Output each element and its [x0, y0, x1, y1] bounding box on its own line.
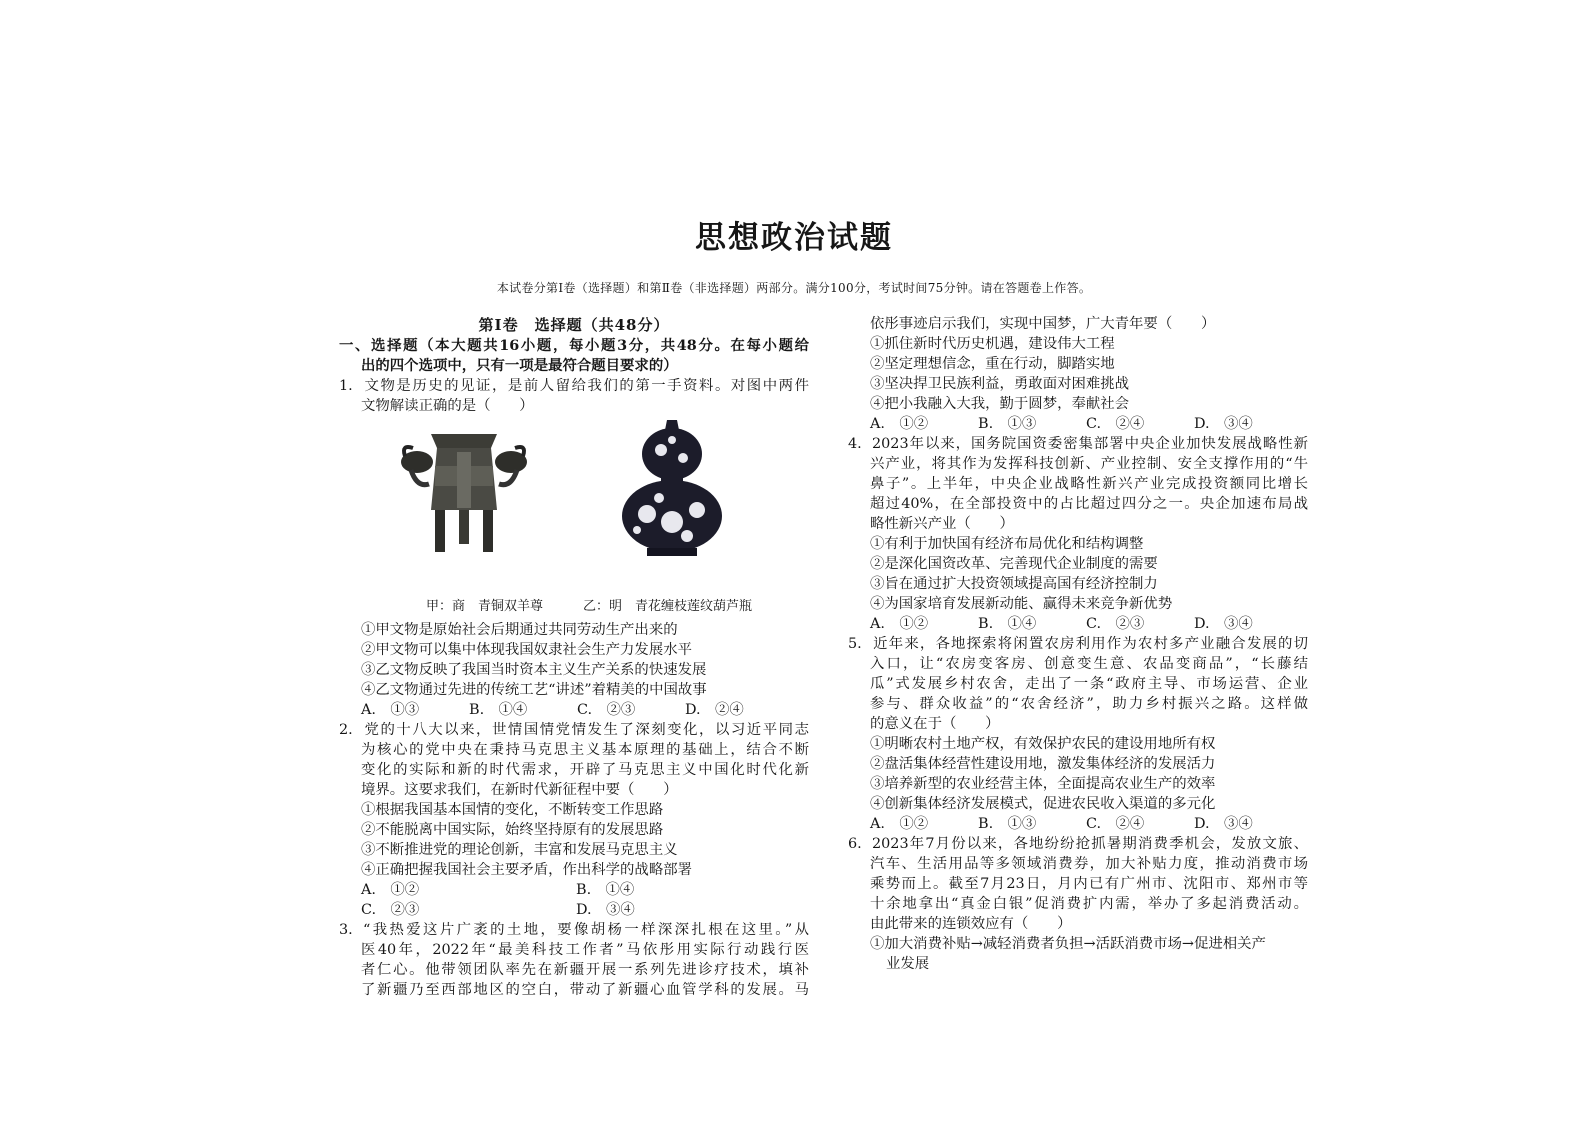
option-c[interactable]: C. ②③ — [1086, 616, 1145, 632]
question-6-stem: 十余地拿出“真金白银”促消费扩内需，举办了多起消费活动。 — [870, 896, 1308, 912]
blue-white-gourd-vase-image — [617, 418, 727, 558]
question-5-stem: 入口，让“农房变客房、创意变生意、农品变商品”，“长藤结 — [870, 656, 1308, 672]
option-a[interactable]: A. ①② — [870, 616, 929, 632]
question-5-stem: 参与、群众收益”的“农舍经济”，助力乡村振兴之路。这样做 — [870, 696, 1308, 712]
answer-options — [339, 700, 809, 720]
question-3-stem: 了新疆乃至西部地区的空白，带动了新疆心血管学科的发展。马 — [361, 982, 809, 998]
choice-statement: ①加大消费补贴→减轻消费者负担→活跃消费市场→促进相关产 — [870, 936, 1266, 952]
choice-statement: ①甲文物是原始社会后期通过共同劳动生产出来的 — [361, 622, 678, 638]
option-a[interactable]: A. ①② — [870, 816, 929, 832]
option-b[interactable]: B. ①④ — [576, 882, 635, 898]
answer-options — [848, 814, 1308, 834]
question-4-stem: 4. 2023年以来，国务院国资委密集部署中央企业加快发展战略性新 — [848, 436, 1308, 452]
choice-statement: ③旨在通过扩大投资领域提高国有经济控制力 — [870, 576, 1158, 592]
option-c[interactable]: C. ②③ — [577, 702, 636, 718]
question-6-stem: 汽车、生活用品等多领域消费券，加大补贴力度，推动消费市场 — [870, 856, 1308, 872]
question-5-stem: 瓜”式发展乡村农舍，走出了一条“政府主导、市场运营、企业 — [870, 676, 1308, 692]
page-title: 思想政治试题 — [695, 220, 893, 256]
question-3-stem: 依彤事迹启示我们，实现中国梦，广大青年要（ ） — [870, 316, 1216, 332]
question-1-stem: 1. 文物是历史的见证，是前人留给我们的第一手资料。对图中两件 — [339, 378, 809, 394]
option-a[interactable]: A. ①② — [361, 882, 420, 898]
question-number: 6. — [848, 836, 862, 852]
choice-statement: 业发展 — [886, 956, 930, 972]
question-number: 5. — [848, 636, 862, 652]
option-d[interactable]: D. ③④ — [1194, 816, 1253, 832]
exam-instructions: 本试卷分第Ⅰ卷（选择题）和第Ⅱ卷（非选择题）两部分。满分100分，考试时间75分钟。请在答题卷上作答。 — [496, 281, 1092, 295]
question-5-stem: 的意义在于（ ） — [870, 716, 1000, 732]
choice-statement: ④创新集体经济发展模式，促进农民收入渠道的多元化 — [870, 796, 1216, 812]
choice-statement: ②甲文物可以集中体现我国奴隶社会生产力发展水平 — [361, 642, 692, 658]
question-5-stem: 5. 近年来，各地探索将闲置农房利用作为农村多产业融合发展的切 — [848, 636, 1308, 652]
question-2-stem: 变化的实际和新的时代需求，开辟了马克思主义中国化时代化新 — [361, 762, 809, 778]
question-4-stem: 略性新兴产业（ ） — [870, 516, 1014, 532]
choice-statement: ②坚定理想信念，重在行动，脚踏实地 — [870, 356, 1115, 372]
choice-statement: ②不能脱离中国实际，始终坚持原有的发展思路 — [361, 822, 664, 838]
section-directions-line: 一、选择题（本大题共16小题，每小题3分，共48分。在每小题给 — [339, 337, 809, 354]
choice-statement: ①明晰农村土地产权，有效保护农民的建设用地所有权 — [870, 736, 1216, 752]
answer-options — [339, 900, 809, 920]
choice-statement: ④把小我融入大我，勤于圆梦，奉献社会 — [870, 396, 1130, 412]
option-a[interactable]: A. ①③ — [361, 702, 420, 718]
caption-bronze: 甲：商 青铜双羊尊 — [425, 599, 543, 614]
option-c[interactable]: C. ②③ — [361, 902, 420, 918]
question-3-stem: 医40年，2022年“最美科技工作者”马依彤用实际行动践行医 — [361, 942, 809, 958]
question-number: 2. — [339, 722, 353, 738]
choice-statement: ②盘活集体经营性建设用地，激发集体经济的发展活力 — [870, 756, 1216, 772]
choice-statement: ④乙文物通过先进的传统工艺“讲述”着精美的中国故事 — [361, 682, 707, 698]
question-1-stem: 文物解读正确的是（ ） — [361, 398, 534, 414]
choice-statement: ③坚决捍卫民族利益，勇敢面对困难挑战 — [870, 376, 1130, 392]
choice-statement: ③不断推进党的理论创新，丰富和发展马克思主义 — [361, 842, 678, 858]
question-6-stem: 乘势而上。截至7月23日，月内已有广州市、沈阳市、郑州市等 — [870, 876, 1308, 892]
choice-statement: ①根据我国基本国情的变化，不断转变工作思路 — [361, 802, 664, 818]
caption-vase: 乙：明 青花缠枝莲纹葫芦瓶 — [583, 599, 753, 614]
question-4-stem: 超过40%，在全部投资中的占比超过四分之一。央企加速布局战 — [870, 496, 1308, 512]
option-c[interactable]: C. ②④ — [1086, 416, 1145, 432]
option-b[interactable]: B. ①④ — [469, 702, 528, 718]
question-3-stem: 3. “我热爱这片广袤的土地，要像胡杨一样深深扎根在这里。”从 — [339, 922, 809, 938]
choice-statement: ②是深化国资改革、完善现代企业制度的需要 — [870, 556, 1158, 572]
choice-statement: ④正确把握我国社会主要矛盾，作出科学的战略部署 — [361, 862, 692, 878]
option-b[interactable]: B. ①③ — [978, 416, 1037, 432]
choice-statement: ③培养新型的农业经营主体，全面提高农业生产的效率 — [870, 776, 1216, 792]
option-a[interactable]: A. ①② — [870, 416, 929, 432]
question-2-stem: 为核心的党中央在秉持马克思主义基本原理的基础上，结合不断 — [361, 742, 809, 758]
question-3-stem: 者仁心。他带领团队率先在新疆开展一系列先进诊疗技术，填补 — [361, 962, 809, 978]
answer-options — [848, 414, 1308, 434]
option-d[interactable]: D. ②④ — [685, 702, 744, 718]
answer-options — [339, 880, 809, 900]
question-6-stem: 6. 2023年7月份以来，各地纷纷抢抓暑期消费季机会，发放文旅、 — [848, 836, 1308, 852]
option-d[interactable]: D. ③④ — [1194, 616, 1253, 632]
question-6-stem: 由此带来的连锁效应有（ ） — [870, 916, 1072, 932]
right-column — [848, 314, 1308, 974]
option-d[interactable]: D. ③④ — [576, 902, 635, 918]
section-directions-line: 出的四个选项中，只有一项是最符合题目要求的） — [361, 357, 678, 374]
figure-captions — [339, 594, 809, 620]
question-2-stem: 境界。这要求我们，在新时代新征程中要（ ） — [361, 782, 678, 798]
choice-statement: ①抓住新时代历史机遇，建设伟大工程 — [870, 336, 1115, 352]
question-number: 3. — [339, 922, 353, 938]
option-b[interactable]: B. ①③ — [978, 816, 1037, 832]
choice-statement: ③乙文物反映了我国当时资本主义生产关系的快速发展 — [361, 662, 707, 678]
left-column — [339, 314, 809, 1000]
question-2-stem: 2. 党的十八大以来，世情国情党情发生了深刻变化，以习近平同志 — [339, 722, 809, 738]
question-number: 1. — [339, 378, 353, 394]
question-4-stem: 兴产业，将其作为发挥科技创新、产业控制、安全支撑作用的“牛 — [870, 456, 1308, 472]
answer-options — [848, 614, 1308, 634]
choice-statement: ①有利于加快国有经济布局优化和结构调整 — [870, 536, 1144, 552]
question-4-stem: 鼻子”。上半年，中央企业战略性新兴产业完成投资额同比增长 — [870, 476, 1308, 492]
bronze-zun-image — [399, 426, 529, 556]
option-c[interactable]: C. ②④ — [1086, 816, 1145, 832]
artifact-figures — [339, 416, 809, 594]
section-heading: 第Ⅰ卷 选择题（共48分） — [478, 316, 670, 334]
choice-statement: ④为国家培育发展新动能、赢得未来竞争新优势 — [870, 596, 1173, 612]
option-b[interactable]: B. ①④ — [978, 616, 1037, 632]
question-number: 4. — [848, 436, 862, 452]
option-d[interactable]: D. ③④ — [1194, 416, 1253, 432]
